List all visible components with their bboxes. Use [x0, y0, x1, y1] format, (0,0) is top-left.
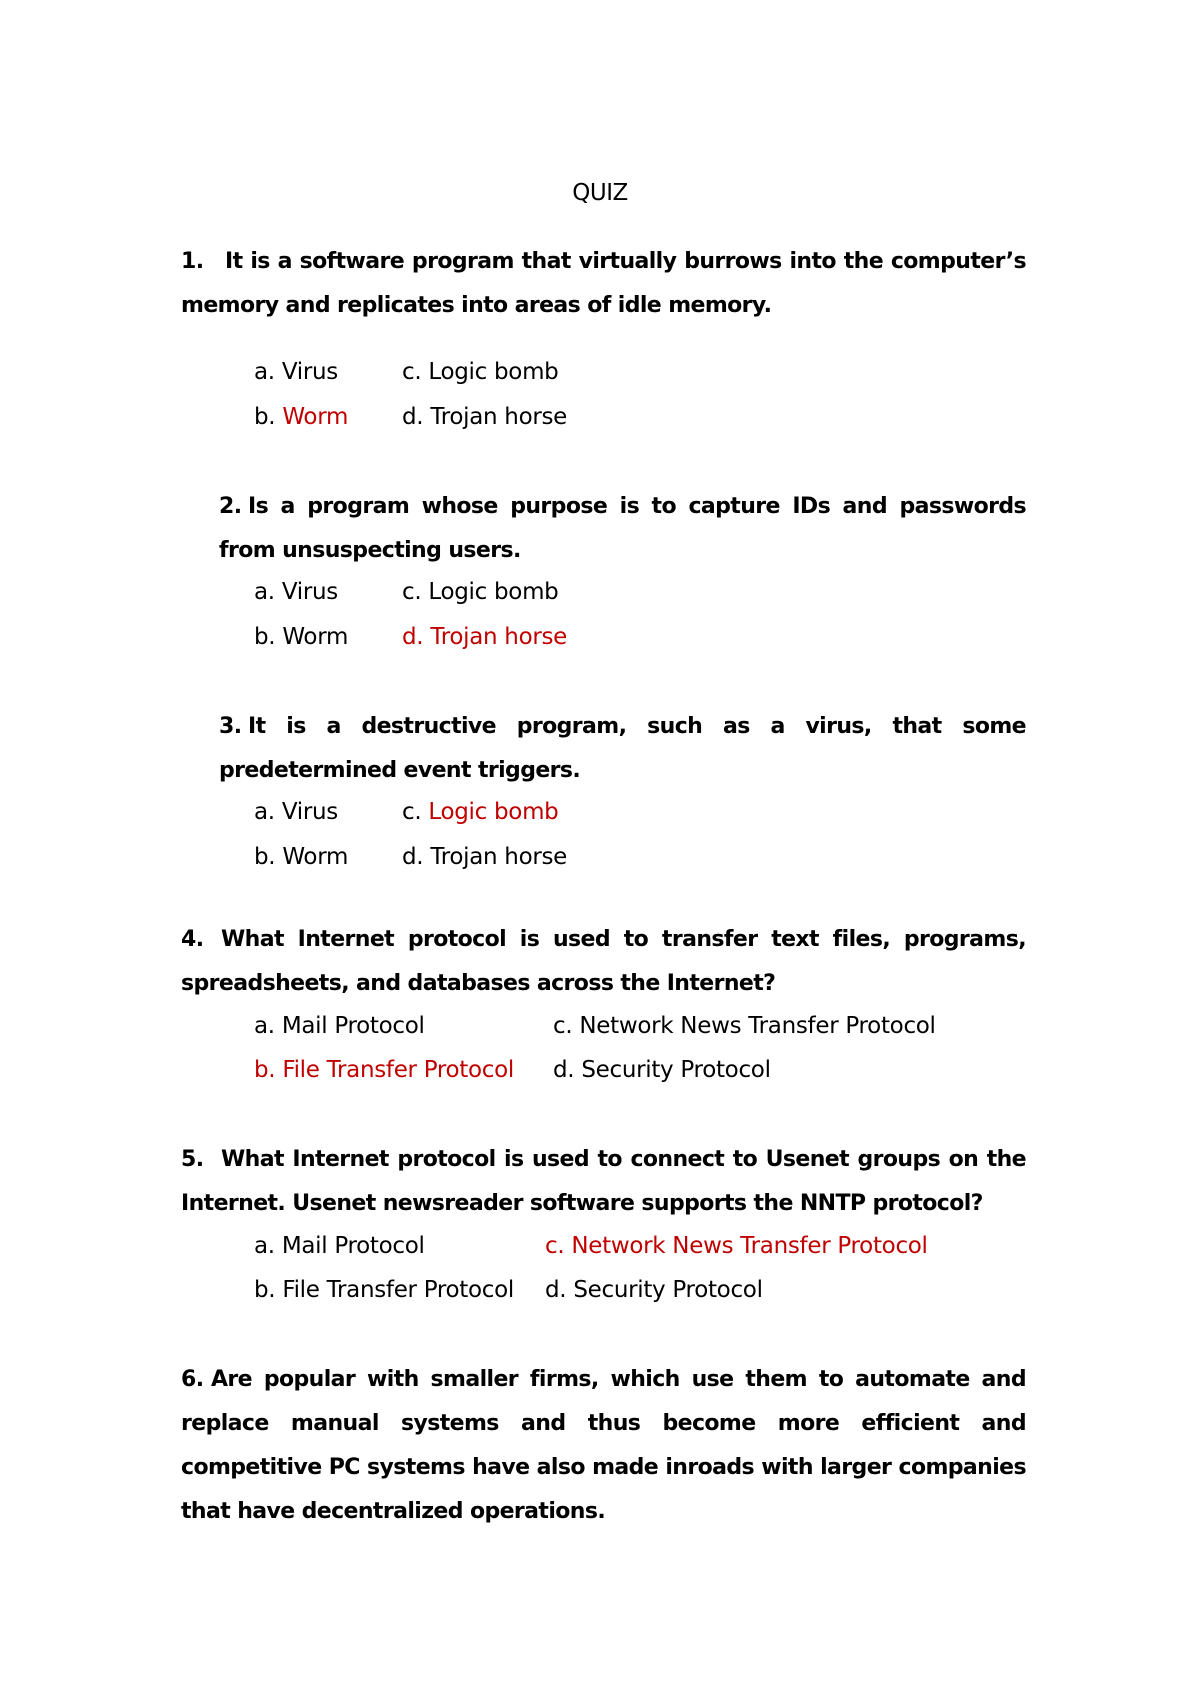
question-number: 5. — [181, 1147, 204, 1172]
option-b-correct-answer: b. File Transfer Protocol — [254, 1057, 514, 1083]
option-c: c. Network News Transfer Protocol — [553, 1013, 936, 1039]
option-c: c. Logic bomb — [402, 359, 559, 385]
option-b: b. Worm — [254, 404, 349, 430]
question-number: 1. — [181, 249, 204, 274]
option-b: b. Worm — [254, 624, 349, 650]
option-d: d. Trojan horse — [402, 404, 568, 430]
option-d: d. Security Protocol — [553, 1057, 771, 1083]
option-d: d. Trojan horse — [402, 844, 568, 870]
question-text: Are popular with smaller firms, which use them to automate and replace manual systems and thus become more efficient and competitive PC systems have also made inroads with larger companies that have decentralized operations. — [181, 1367, 1026, 1524]
option-d: d. Security Protocol — [545, 1277, 763, 1303]
option-b: b. File Transfer Protocol — [254, 1277, 514, 1303]
question-1 — [181, 240, 1026, 328]
question-4 — [181, 918, 1026, 1006]
correct-answer: Logic bomb — [428, 799, 559, 825]
option-a: a. Virus — [254, 579, 338, 605]
question-2 — [219, 485, 1026, 573]
question-number: 2. — [219, 494, 242, 519]
option-a: a. Virus — [254, 799, 338, 825]
correct-answer: Worm — [282, 404, 349, 430]
question-number: 4. — [181, 927, 204, 952]
question-text: It is a software program that virtually burrows into the computer’s memory and replicates into areas of idle memory. — [181, 249, 1026, 318]
option-d-correct-answer: d. Trojan horse — [402, 624, 568, 650]
question-5 — [181, 1138, 1026, 1226]
option-b: b. Worm — [254, 844, 349, 870]
option-c: c. Logic bomb — [402, 799, 559, 825]
question-text: What Internet protocol is used to transfer text files, programs, spreadsheets, and databases across the Internet? — [181, 927, 1026, 996]
option-c-correct-answer: c. Network News Transfer Protocol — [545, 1233, 928, 1259]
page-title: QUIZ — [572, 180, 628, 206]
option-a: a. Virus — [254, 359, 338, 385]
option-a: a. Mail Protocol — [254, 1233, 425, 1259]
question-text: What Internet protocol is used to connect to Usenet groups on the Internet. Usenet newsreader software supports the NNTP protocol? — [181, 1147, 1026, 1216]
question-3 — [219, 705, 1026, 793]
question-number: 6. — [181, 1367, 204, 1392]
option-c: c. Logic bomb — [402, 579, 559, 605]
question-text: Is a program whose purpose is to capture IDs and passwords from unsuspecting users. — [219, 494, 1026, 563]
question-6 — [181, 1358, 1026, 1534]
option-a: a. Mail Protocol — [254, 1013, 425, 1039]
question-number: 3. — [219, 714, 242, 739]
question-text: It is a destructive program, such as a virus, that some predetermined event triggers. — [219, 714, 1026, 783]
